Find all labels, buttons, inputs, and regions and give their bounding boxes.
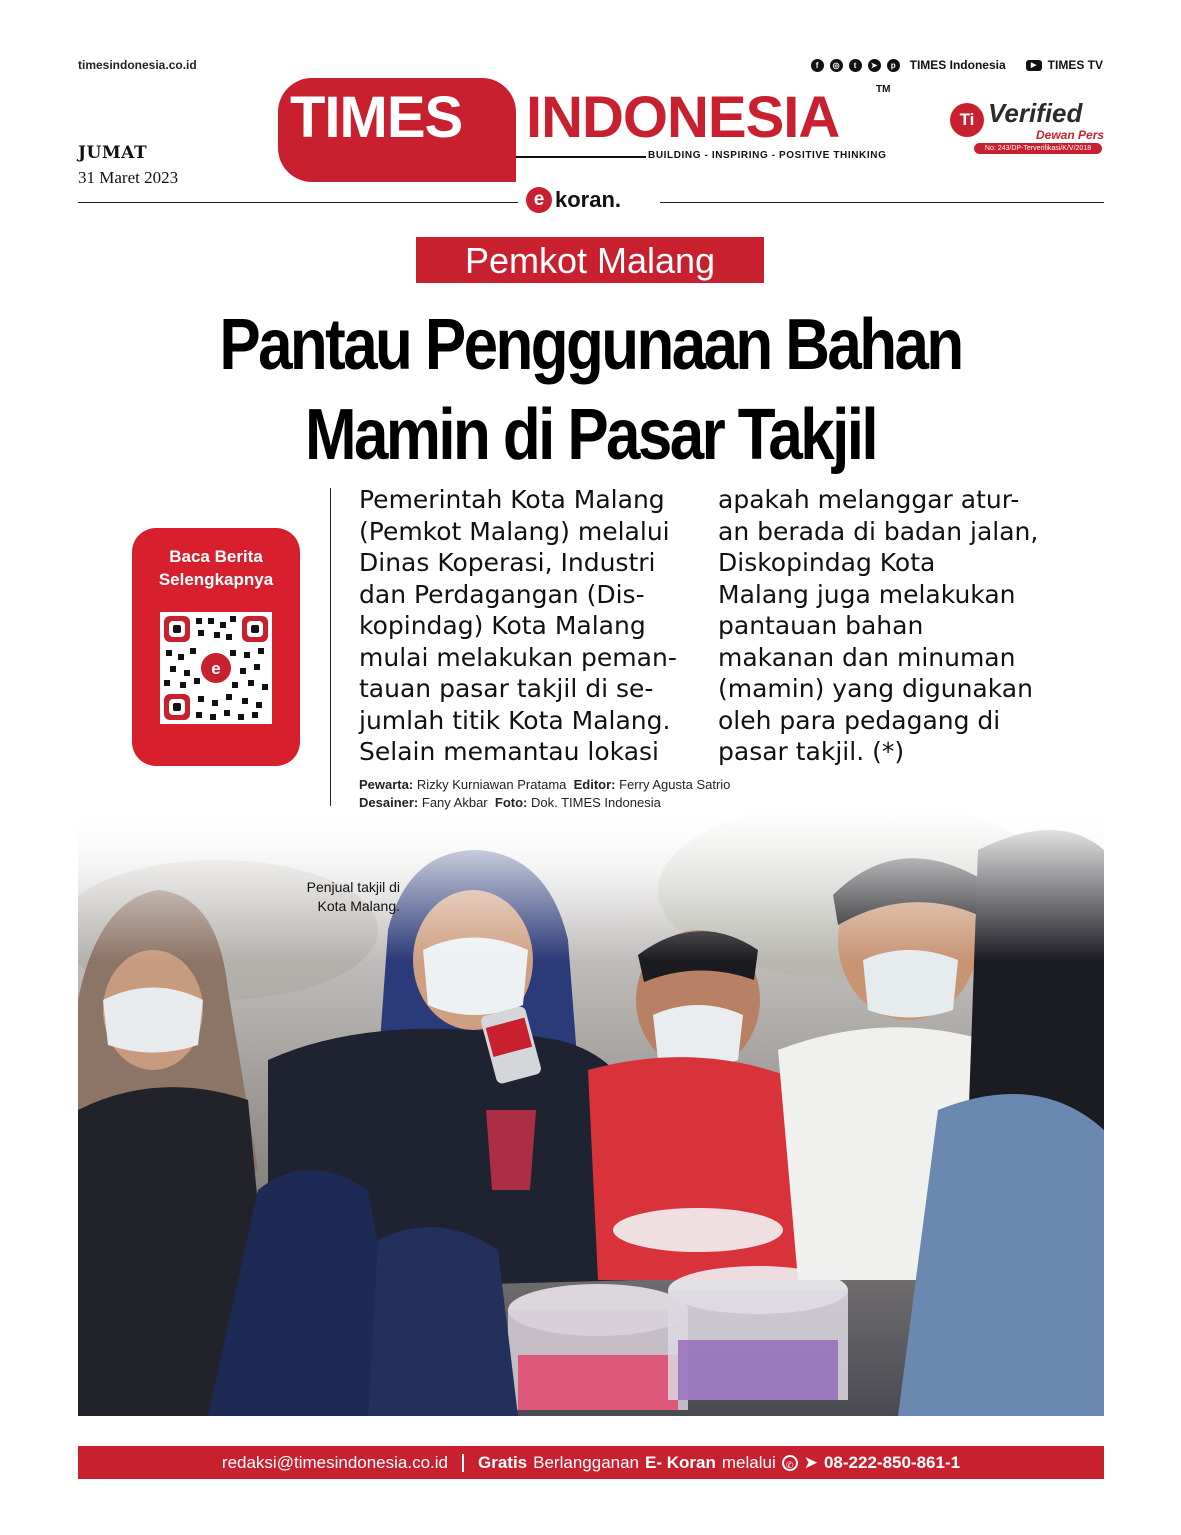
article-kicker: Pemkot Malang [416,237,764,283]
photo-caption [240,878,400,916]
logo-underline [516,156,646,158]
editor-label: Editor: [573,777,616,792]
qr-code[interactable] [160,612,272,724]
article-headline [134,300,1046,480]
telegram-icon[interactable]: ➤ [868,59,881,72]
qr-card-line-2: Selengkapnya [158,570,274,589]
social-label: TIMES Indonesia [909,58,1006,72]
logo-times: TIMES [290,85,463,150]
footer-melalui: melalui [721,1452,776,1472]
twitter-icon[interactable]: t [849,59,862,72]
qr-code-graphic [160,612,272,724]
footer-ekoran: E- Koran [645,1452,716,1472]
credits-line-1 [359,776,730,794]
issue-date: 31 Maret 2023 [78,168,179,187]
logo-tagline: BUILDING - INSPIRING - POSITIVE THINKING [648,150,887,161]
issue-day: JUMAT [78,143,148,163]
article-column-1: Pemerintah Kota Malang (Pemkot Malang) melalui Dinas Koperasi, Industri dan Perdagangan (Dis- kopindag) Kota Malang mulai melakukan peman- tauan pasar takjil di se- jumlah titik Kota Malang. Selain memantau lokasi [359,485,677,766]
header-rule-left [78,202,518,203]
desainer-label: Desainer: [359,795,419,810]
header-rule-right [660,202,1104,203]
pewarta-label: Pewarta: [359,777,414,792]
verified-badge-icon: Ti [950,103,984,137]
desainer-name: Fany Akbar [421,795,488,810]
article-column-2: apakah melanggar atur- an berada di badan jalan, Diskopindag Kota Malang juga melakukan pantauan bahan makanan dan minuman (mamin) yang digunakan oleh para pedagang di pasar takjil. (*) [718,485,1039,766]
verified-word: Verified [988,98,1083,128]
foto-source: Dok. TIMES Indonesia [530,795,661,810]
verified-number: No: 243/DP-Terverifikasi/K/V/2018 [974,143,1102,154]
footer-gratis: Gratis [478,1452,528,1472]
pewarta-name: Rizky Kurniawan Pratama [416,777,567,792]
logo-trademark: TM [876,84,891,95]
photo-caption-line-2: Kota Malang. [317,898,400,914]
telegram-footer-icon[interactable]: ➤ [803,1452,818,1472]
whatsapp-icon[interactable]: ✆ [782,1455,798,1471]
headline-line-1: Pantau Penggunaan Bahan [219,305,962,385]
svg-text:e: e [211,659,221,678]
footer-bar [78,1446,1104,1479]
headline-line-2: Mamin di Pasar Takjil [305,395,876,475]
article-photo [78,810,1104,1416]
verified-sub: Dewan Pers [1036,128,1105,142]
ekoran-logo [526,187,621,213]
editor-name: Ferry Agusta Satrio [619,777,731,792]
foto-label: Foto: [494,795,528,810]
footer-berlangganan: Berlangganan [533,1452,640,1472]
pinterest-icon[interactable]: p [887,59,900,72]
ekoran-word: koran. [555,187,622,212]
footer-separator [462,1454,464,1472]
instagram-icon[interactable]: ◎ [830,59,843,72]
qr-card-line-1: Baca Berita [169,547,263,566]
logo-indonesia: INDONESIA [526,85,840,150]
youtube-icon[interactable]: ▶ [1026,60,1042,71]
tv-label: TIMES TV [1047,58,1103,72]
article-credits [359,776,730,812]
ekoran-e-icon: e [526,187,552,213]
social-links [811,58,1103,72]
site-url[interactable]: timesindonesia.co.id [78,58,197,72]
footer-phone[interactable]: 08-222-850-861-1 [823,1452,961,1472]
photo-caption-line-1: Penjual takjil di [306,879,400,895]
column-divider [330,488,331,806]
photo-illustration [78,810,1104,1416]
qr-card-text [132,545,300,591]
footer-email[interactable]: redaksi@timesindonesia.co.id [221,1452,448,1472]
facebook-icon[interactable]: f [811,59,824,72]
